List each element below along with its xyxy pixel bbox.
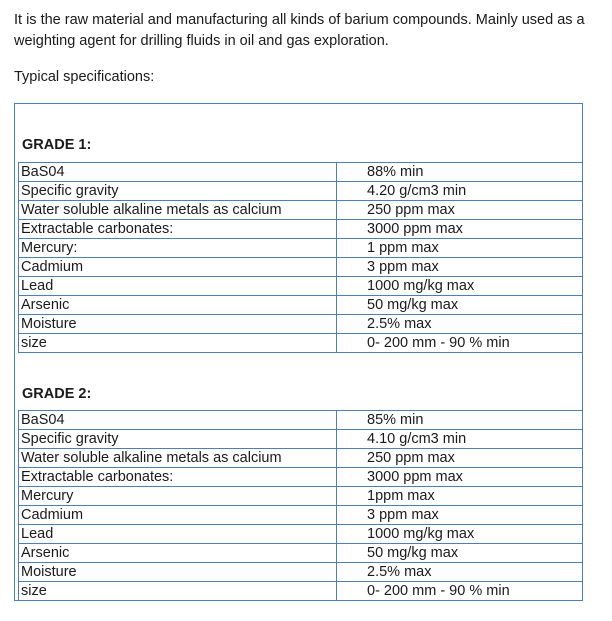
spec-value: 2.5% max (337, 563, 583, 582)
table-row (19, 201, 583, 220)
spec-value: 88% min (337, 163, 583, 182)
table-row (19, 430, 583, 449)
grade-1-heading: GRADE 1: (22, 137, 92, 153)
spec-value: 85% min (337, 411, 583, 430)
table-row (19, 239, 583, 258)
table-row (19, 468, 583, 487)
table-row (19, 487, 583, 506)
table-row (19, 411, 583, 430)
spec-value: 0- 200 mm - 90 % min (337, 582, 583, 601)
spec-label: Specific gravity (19, 182, 337, 201)
spec-label: Arsenic (19, 544, 337, 563)
spec-label: Lead (19, 277, 337, 296)
spec-label: Moisture (19, 563, 337, 582)
intro-paragraph: It is the raw material and manufacturing all kinds of barium compounds. Mainly used as a weighting agent for drilling fluids in oil and gas exploration. (14, 12, 585, 49)
spec-value: 1000 mg/kg max (337, 277, 583, 296)
spec-label: Extractable carbonates: (19, 220, 337, 239)
table-row (19, 163, 583, 182)
spec-label: Cadmium (19, 258, 337, 277)
spec-label: Arsenic (19, 296, 337, 315)
spec-value: 250 ppm max (337, 449, 583, 468)
table-row (19, 277, 583, 296)
spec-value: 1000 mg/kg max (337, 525, 583, 544)
table-row (19, 334, 583, 353)
spec-value: 1ppm max (337, 487, 583, 506)
spec-value: 0- 200 mm - 90 % min (337, 334, 583, 353)
table-row (19, 258, 583, 277)
grade-2-spec-table (18, 410, 583, 601)
spec-value: 1 ppm max (337, 239, 583, 258)
spec-value: 250 ppm max (337, 201, 583, 220)
spec-value: 3000 ppm max (337, 220, 583, 239)
spec-value: 4.10 g/cm3 min (337, 430, 583, 449)
spec-label: Specific gravity (19, 430, 337, 449)
spec-value: 4.20 g/cm3 min (337, 182, 583, 201)
spec-value: 50 mg/kg max (337, 296, 583, 315)
table-row (19, 582, 583, 601)
spec-label: Lead (19, 525, 337, 544)
spec-label: Water soluble alkaline metals as calcium (19, 449, 337, 468)
grade-2-heading: GRADE 2: (22, 386, 92, 402)
spec-value: 2.5% max (337, 315, 583, 334)
spec-label: Water soluble alkaline metals as calcium (19, 201, 337, 220)
grade-1-spec-table (18, 162, 583, 353)
spec-value: 3 ppm max (337, 258, 583, 277)
typical-specifications-heading: Typical specifications: (14, 69, 155, 85)
table-row (19, 563, 583, 582)
spec-label: Extractable carbonates: (19, 468, 337, 487)
table-row (19, 182, 583, 201)
spec-value: 3 ppm max (337, 506, 583, 525)
table-row (19, 544, 583, 563)
spec-label: BaS04 (19, 163, 337, 182)
spec-label: size (19, 582, 337, 601)
spec-label: Moisture (19, 315, 337, 334)
spec-label: size (19, 334, 337, 353)
spec-label: Mercury (19, 487, 337, 506)
spec-value: 50 mg/kg max (337, 544, 583, 563)
table-row (19, 506, 583, 525)
table-row (19, 296, 583, 315)
table-row (19, 315, 583, 334)
spec-label: Cadmium (19, 506, 337, 525)
spec-value: 3000 ppm max (337, 468, 583, 487)
table-row (19, 220, 583, 239)
table-row (19, 449, 583, 468)
spec-label: BaS04 (19, 411, 337, 430)
table-row (19, 525, 583, 544)
spec-label: Mercury: (19, 239, 337, 258)
